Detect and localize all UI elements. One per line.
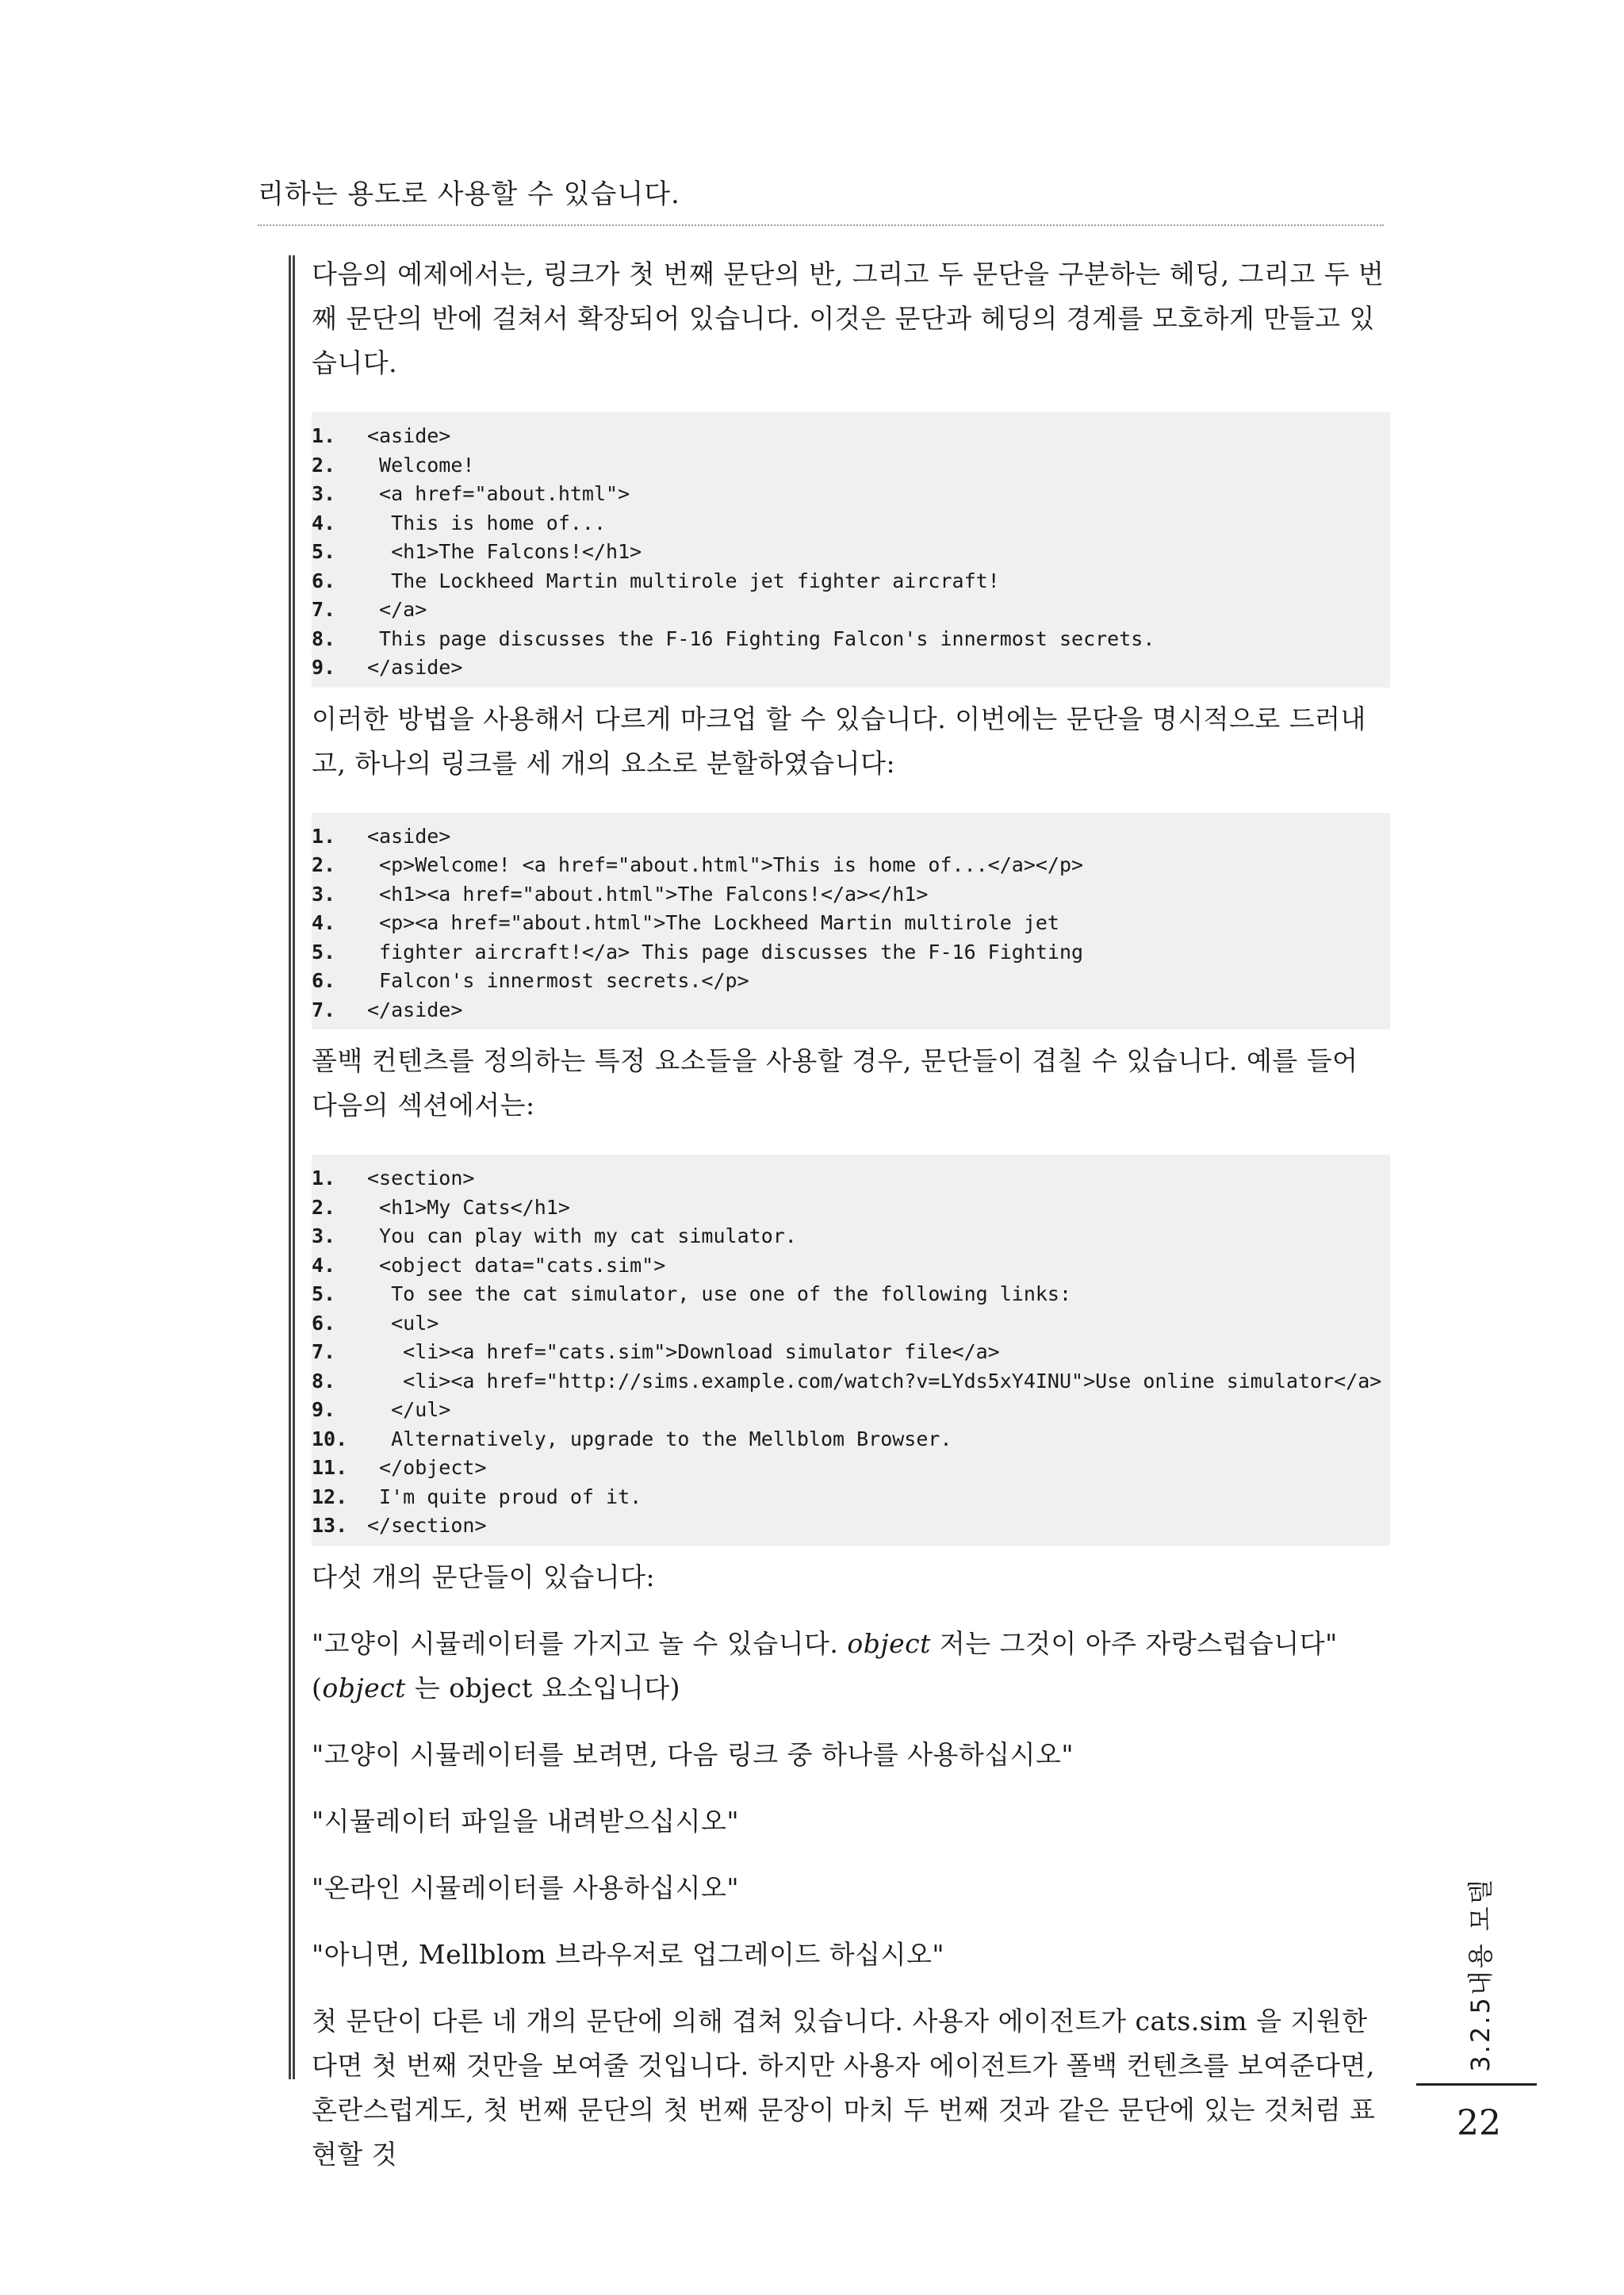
line-number: 1. [312,824,336,848]
line-number: 2. [312,453,336,477]
code-block-1 [312,412,1390,688]
quote-1-part-a: "고양이 시뮬레이터를 가지고 놀 수 있습니다. [312,1627,848,1659]
code-line [312,938,1390,967]
code-line [312,1483,1390,1512]
line-number: 4. [312,911,336,934]
line-number: 2. [312,1195,336,1219]
code-line [312,451,1390,481]
code-text: To see the cat simulator, use one of the following links: [367,1282,1072,1305]
quote-5: "아니면, Mellblom 브라우저로 업그레이드 하십시오" [312,1938,944,1970]
code-text: <p><a href="about.html">The Lockheed Martin multirole jet [367,911,1059,934]
code-text: </aside> [367,998,463,1021]
code-line [312,1511,1390,1541]
code-line [312,538,1390,567]
code-line [312,1309,1390,1339]
code-line [312,1338,1390,1367]
code-line [312,1251,1390,1281]
line-number: 3. [312,482,336,505]
line-number: 6. [312,1311,336,1335]
line-number: 6. [312,569,336,592]
line-number: 2. [312,853,336,876]
line-number: 7. [312,1340,336,1363]
code-block-3 [312,1155,1390,1546]
line-number: 1. [312,1167,336,1190]
code-text: </ul> [367,1398,451,1421]
code-text: </aside> [367,656,463,679]
code-line [312,1164,1390,1193]
code-line [312,1425,1390,1454]
carryover-text: 리하는 용도로 사용할 수 있습니다. [258,178,680,210]
section-side-label [1443,1856,1515,2094]
code-line [312,625,1390,654]
line-number: 5. [312,540,336,563]
quote-2: "고양이 시뮬레이터를 보려면, 다음 링크 중 하나를 사용하십시오" [312,1738,1074,1770]
line-number: 3. [312,1224,336,1247]
page-number: 22 [1457,2103,1501,2144]
quote-1 [312,1622,1390,1711]
line-number: 6. [312,969,336,992]
code-text: <h1><a href="about.html">The Falcons!</a></h1> [367,882,929,906]
line-number: 3. [312,882,336,906]
code-line [312,851,1390,880]
line-number: 1. [312,424,336,447]
code-text: <h1>My Cats</h1> [367,1195,570,1219]
code-line [312,596,1390,625]
quote-bar [289,255,295,2079]
code-line [312,1193,1390,1223]
footer-rule [1416,2083,1537,2086]
quote-1-part-c: 저는 그것이 아주 자랑스럽습니다" ( [312,1627,1338,1703]
code-text: <aside> [367,424,451,447]
code-block-2 [312,813,1390,1030]
paragraph-3: 폴백 컨텐츠를 정의하는 특정 요소들을 사용할 경우, 문단들이 겹칠 수 있습니다. 예를 들어 다음의 섹션에서는: [312,1045,1358,1121]
code-line [312,509,1390,538]
code-text: <a href="about.html"> [367,482,630,505]
code-text: The Lockheed Martin multirole jet fighter aircraft! [367,569,1000,592]
code-text: I'm quite proud of it. [367,1485,642,1508]
dotted-divider [258,224,1384,226]
main-content [312,252,1390,2177]
line-number: 4. [312,511,336,534]
code-text: <object data="cats.sim"> [367,1253,666,1277]
line-number: 9. [312,1398,336,1421]
code-line [312,996,1390,1025]
code-line [312,1367,1390,1397]
code-text: This page discusses the F-16 Fighting Falcon's innermost secrets. [367,626,1155,650]
paragraph-2: 이러한 방법을 사용해서 다르게 마크업 할 수 있습니다. 이번에는 문단을 명시적으로 드러내고, 하나의 링크를 세 개의 요소로 분할하였습니다: [312,703,1366,779]
paragraph-4: 다섯 개의 문단들이 있습니다: [312,1561,656,1592]
code-text: Alternatively, upgrade to the Mellblom Browser. [367,1427,952,1450]
code-text: Welcome! [367,453,475,477]
code-text: <p>Welcome! <a href="about.html">This is home of...</a></p> [367,853,1084,876]
code-text: Falcon's innermost secrets.</p> [367,969,749,992]
code-line [312,880,1390,910]
code-line [312,1280,1390,1309]
line-number: 8. [312,1369,336,1393]
quote-3: "시뮬레이터 파일을 내려받으십시오" [312,1805,740,1837]
code-text: <li><a href="cats.sim">Download simulator file</a> [367,1340,1000,1363]
code-line [312,567,1390,596]
code-text: You can play with my cat simulator. [367,1224,797,1247]
code-line [312,1396,1390,1425]
paragraph-5: 첫 문단이 다른 네 개의 문단에 의해 겹쳐 있습니다. 사용자 에이전트가 cats.sim 을 지원한다면 첫 번째 것만을 보여줄 것입니다. 하지만 사용자 에이전트가 폴백 컨텐츠를 보여준다면, 혼란스럽게도, 첫 번째 문단의 첫 번째 문장이 마치 두 번째 것과 같은 문단에 있는 것처럼 표현할 것 [312,2005,1376,2170]
quote-4: "온라인 시뮬레이터를 사용하십시오" [312,1872,740,1903]
line-number: 11. [312,1456,348,1479]
code-line [312,1454,1390,1483]
code-text: </section> [367,1514,487,1537]
code-line [312,967,1390,996]
code-line [312,422,1390,451]
line-number: 12. [312,1485,348,1508]
line-number: 9. [312,656,336,679]
code-line [312,1222,1390,1251]
code-text: </object> [367,1456,487,1479]
code-text: This is home of... [367,511,607,534]
code-line [312,909,1390,938]
code-text: <li><a href="http://sims.example.com/watch?v=LYds5xY4INU">Use online simulator</a> [367,1369,1382,1393]
line-number: 7. [312,598,336,621]
intro-paragraph: 다음의 예제에서는, 링크가 첫 번째 문단의 반, 그리고 두 문단을 구분하는 헤딩, 그리고 두 번째 문단의 반에 걸쳐서 확장되어 있습니다. 이것은 문단과 헤딩의 경계를 모호하게 만들고 있습니다. [312,259,1385,378]
line-number: 4. [312,1253,336,1277]
code-line [312,653,1390,683]
code-text: <section> [367,1167,475,1190]
quote-1-part-d: object [322,1672,406,1703]
line-number: 8. [312,626,336,650]
code-line [312,822,1390,852]
code-line [312,480,1390,509]
quote-1-part-e: 는 object 요소입니다) [405,1672,680,1703]
line-number: 10. [312,1427,348,1450]
code-text: <ul> [367,1311,439,1335]
line-number: 7. [312,998,336,1021]
code-text: <h1>The Falcons!</h1> [367,540,642,563]
line-number: 13. [312,1514,348,1537]
section-side-label-text: 3.2.5내용 모델 [1465,1877,1496,2072]
code-text: <aside> [367,824,451,848]
code-text: </a> [367,598,427,621]
line-number: 5. [312,1282,336,1305]
line-number: 5. [312,940,336,964]
quote-1-part-b: object [847,1627,931,1659]
code-text: fighter aircraft!</a> This page discusses the F-16 Fighting [367,940,1084,964]
